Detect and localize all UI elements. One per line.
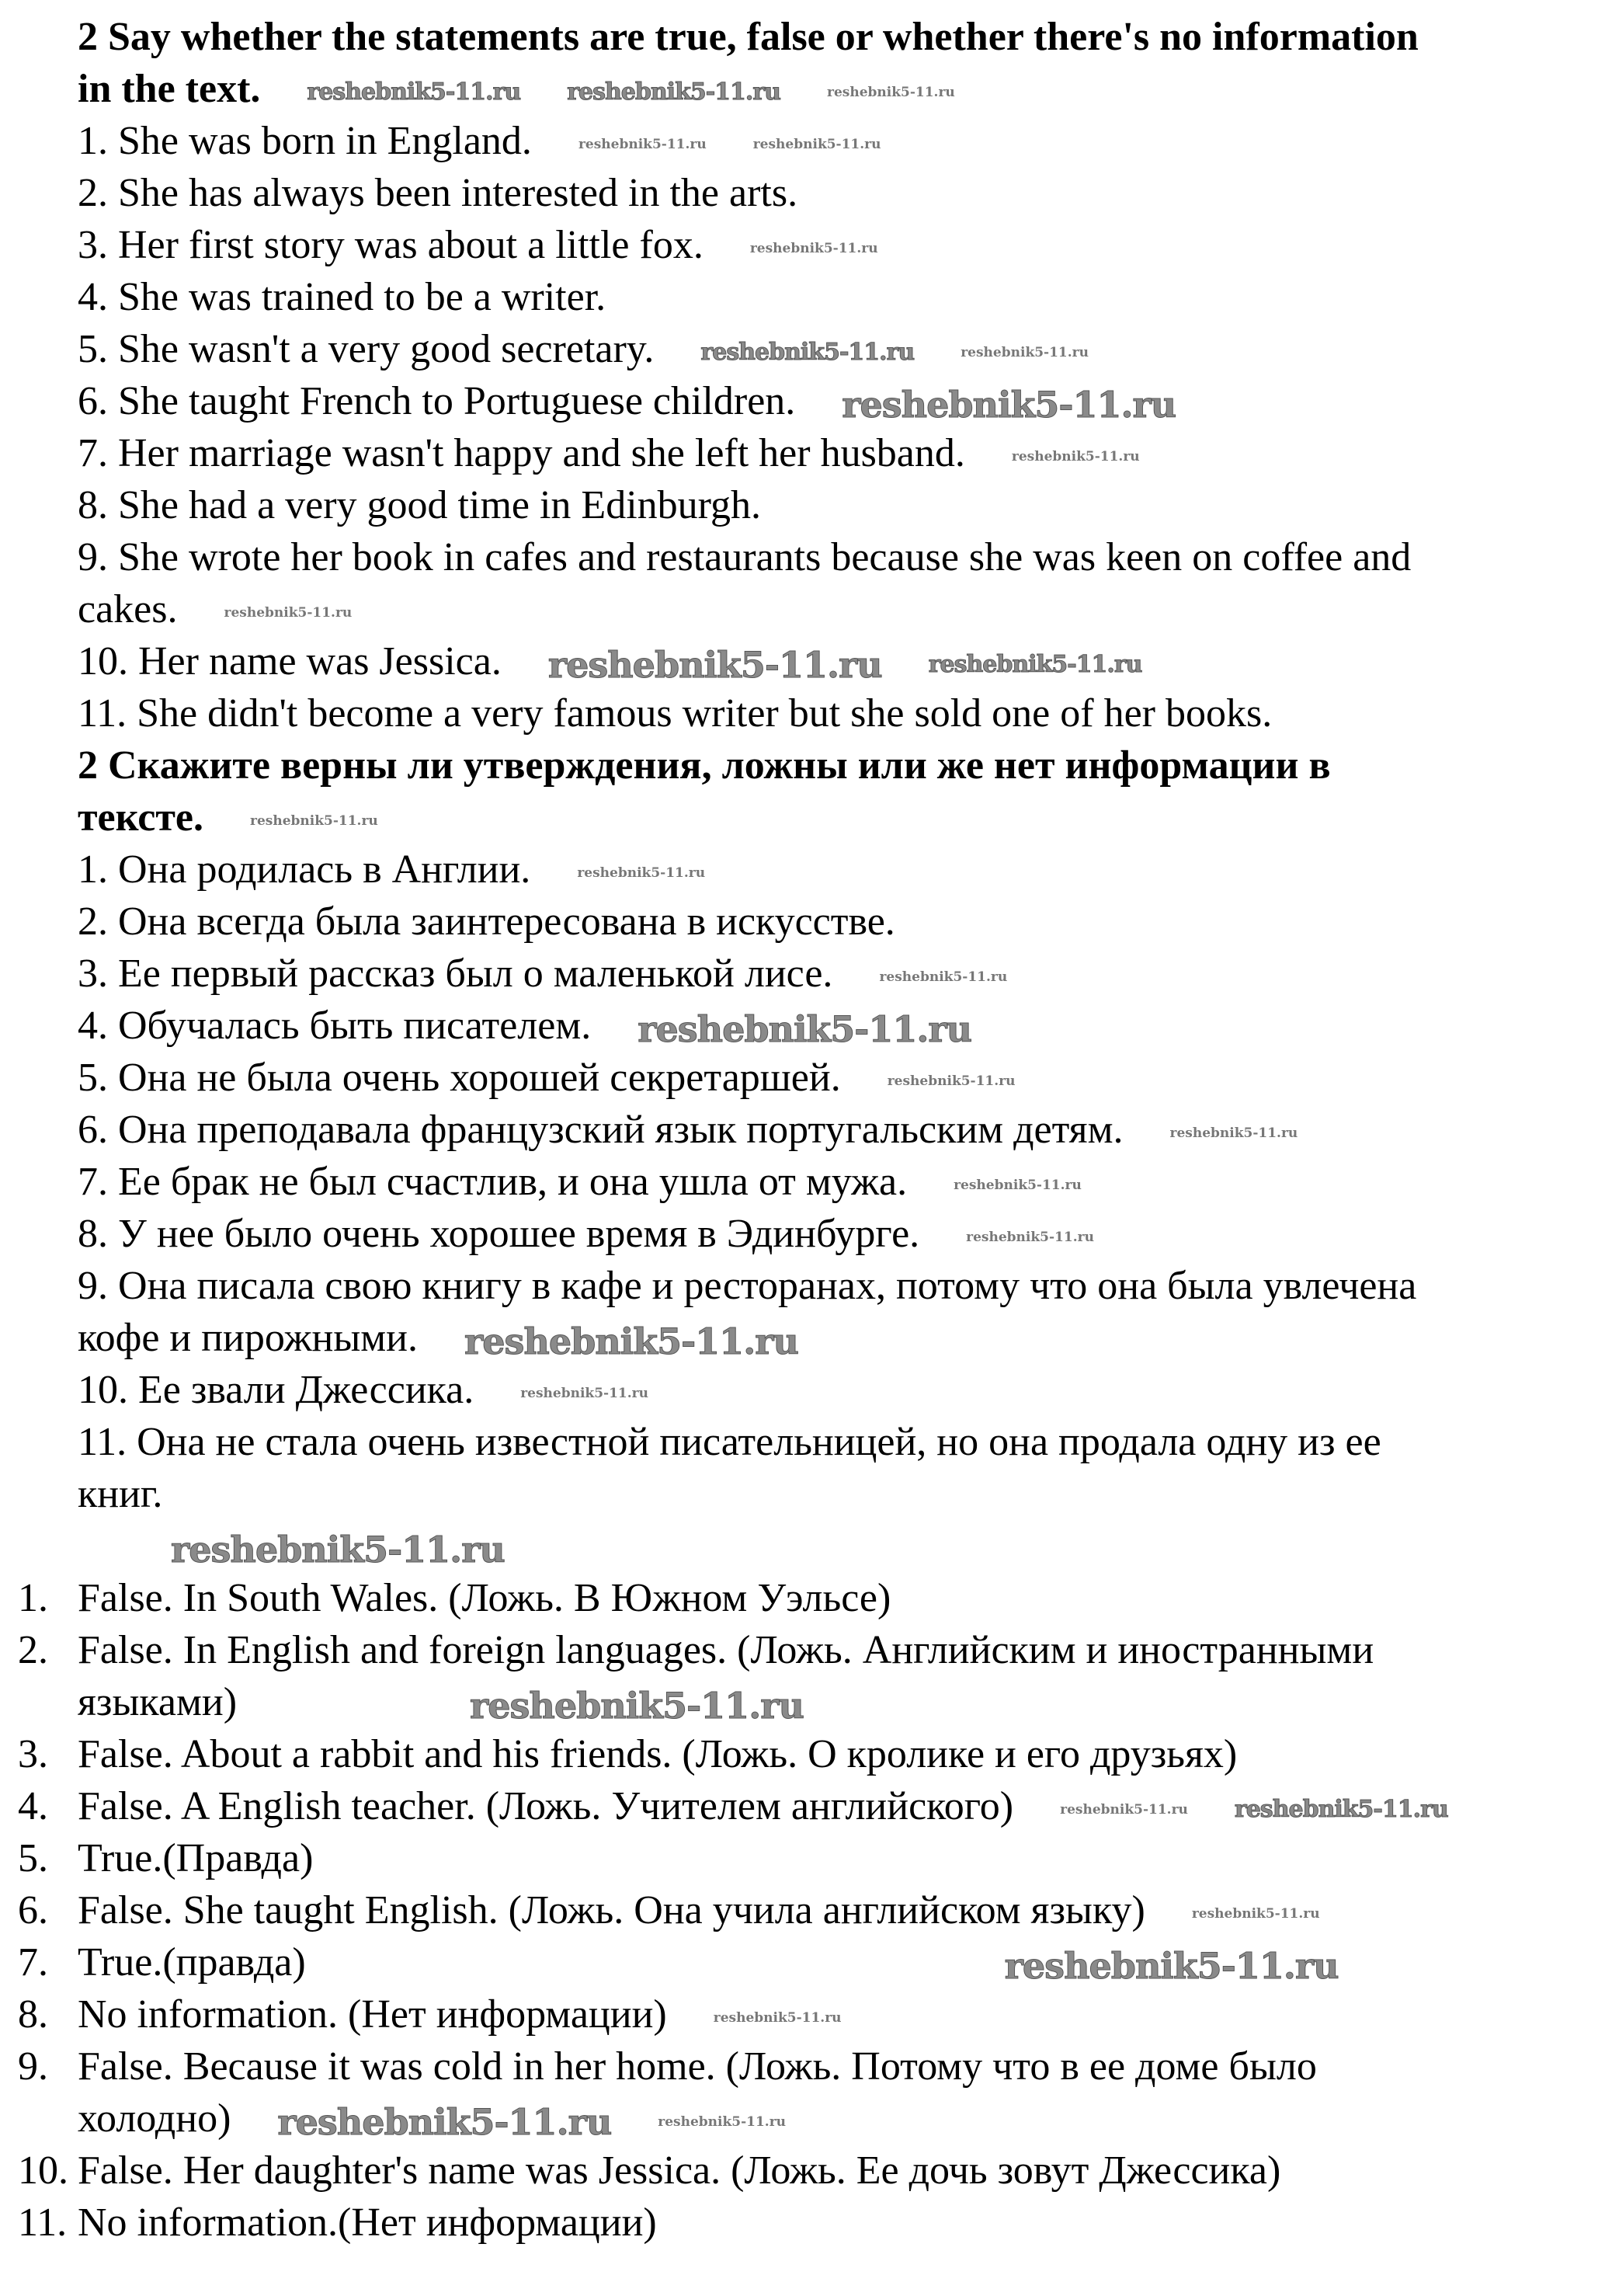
answer-text: False. Because it was cold in her home. (Ложь. Потому что в ее доме было: [78, 2044, 1317, 2089]
statement-ru-cont: книг.: [78, 1472, 163, 1516]
statement-line: [0, 115, 1612, 167]
answer-text-cont: языками): [78, 1680, 238, 1724]
watermark: reshebnik5-11.ru: [464, 1320, 798, 1363]
answer-number: 4.: [18, 1784, 48, 1828]
watermark: reshebnik5-11.ru: [547, 644, 882, 687]
statement: 7. Her marriage wasn't happy and she left her husband.: [78, 431, 965, 475]
answer-number: 5.: [18, 1836, 48, 1880]
answer-item: [0, 1572, 1612, 1624]
statement-line: [0, 323, 1612, 375]
statement-ru-line: [0, 1416, 1612, 1468]
answer-item: [0, 2040, 1612, 2092]
russian-task-heading-line: [0, 791, 1612, 844]
watermark: reshebnik5-11.ru: [577, 864, 706, 881]
watermark: reshebnik5-11.ru: [700, 339, 915, 367]
statement-ru: 8. У нее было очень хорошее время в Эдинбурге.: [78, 1212, 920, 1256]
answer-text: No information.(Нет информации): [78, 2200, 657, 2245]
answer-text: True.(Правда): [78, 1836, 314, 1880]
statement-ru: 6. Она преподавала французский язык португальским детям.: [78, 1108, 1124, 1152]
answer-item: [0, 1936, 1612, 1988]
watermark: reshebnik5-11.ru: [713, 2009, 842, 2026]
watermark: reshebnik5-11.ru: [1011, 448, 1140, 464]
statement-ru-line: [0, 948, 1612, 1000]
answer-number: 9.: [18, 2044, 48, 2089]
statement-ru: 3. Ее первый рассказ был о маленькой лисе.: [78, 951, 833, 996]
watermark: reshebnik5-11.ru: [928, 651, 1142, 679]
watermark: reshebnik5-11.ru: [752, 136, 881, 152]
english-task-heading: 2 Say whether the statements are true, false or whether there's no information: [78, 15, 1419, 59]
statement-ru: 1. Она родилась в Англии.: [78, 847, 531, 892]
answer-item: [0, 2145, 1612, 2197]
russian-task-heading: 2 Скажите верны ли утверждения, ложны или же нет информации в: [78, 743, 1331, 788]
spacer: [0, 1520, 1612, 1572]
answer-text: False. In South Wales. (Ложь. В Южном Уэльсе): [78, 1576, 891, 1620]
answer-item: [0, 2197, 1612, 2249]
watermark: reshebnik5-11.ru: [954, 1177, 1082, 1193]
statement-ru-line: [0, 1364, 1612, 1416]
statement-line: [0, 583, 1612, 635]
watermark: reshebnik5-11.ru: [277, 2101, 612, 2144]
answer-cont-line: [0, 1676, 1612, 1728]
answer-text: False. Her daughter's name was Jessica. (Ложь. Ее дочь зовут Джессика): [78, 2148, 1281, 2193]
watermark: reshebnik5-11.ru: [961, 344, 1089, 360]
answer-number: 3.: [18, 1732, 48, 1776]
statement-line: [0, 687, 1612, 739]
watermark: reshebnik5-11.ru: [966, 1229, 1094, 1245]
watermark: reshebnik5-11.ru: [749, 240, 878, 256]
watermark: reshebnik5-11.ru: [887, 1073, 1016, 1089]
statement-line: [0, 219, 1612, 271]
statement-line: [0, 531, 1612, 583]
statement-ru: 10. Ее звали Джессика.: [78, 1368, 474, 1412]
statement-ru: 11. Она не стала очень известной писательницей, но она продала одну из ее: [78, 1420, 1381, 1464]
statement: 5. She wasn't a very good secretary.: [78, 327, 655, 371]
statement-line: [0, 167, 1612, 219]
watermark: reshebnik5-11.ru: [224, 604, 353, 621]
document-page: [0, 11, 1612, 2249]
watermark: reshebnik5-11.ru: [520, 1385, 648, 1401]
answer-item: [0, 1884, 1612, 1936]
answer-item: [0, 1988, 1612, 2040]
watermark: reshebnik5-11.ru: [470, 1685, 804, 1727]
statement: 8. She had a very good time in Edinburgh.: [78, 483, 762, 527]
english-task-heading-cont: in the text.: [78, 67, 261, 111]
watermark: reshebnik5-11.ru: [658, 2113, 787, 2130]
statement-line: [0, 635, 1612, 687]
watermark: reshebnik5-11.ru: [1004, 1945, 1339, 1988]
answer-text: False. She taught English. (Ложь. Она учила английском языку): [78, 1888, 1145, 1932]
watermark: reshebnik5-11.ru: [250, 812, 378, 829]
answer-text: False. About a rabbit and his friends. (Ложь. О кролике и его друзьях): [78, 1732, 1238, 1776]
answer-item: [0, 1780, 1612, 1832]
statement-line: [0, 271, 1612, 323]
statement-ru-cont: кофе и пирожными.: [78, 1316, 419, 1360]
watermark: reshebnik5-11.ru: [842, 384, 1176, 426]
answer-text: False. A English teacher. (Ложь. Учителем английского): [78, 1784, 1014, 1828]
statement: 1. She was born in England.: [78, 119, 532, 163]
english-task-heading-line: [0, 11, 1612, 63]
watermark: reshebnik5-11.ru: [879, 969, 1008, 985]
statement-ru-line: [0, 1052, 1612, 1104]
answer-text-cont: холодно): [78, 2096, 231, 2141]
watermark: reshebnik5-11.ru: [827, 84, 955, 100]
statement: 9. She wrote her book in cafes and restaurants because she was keen on coffee and: [78, 535, 1412, 579]
answer-number: 11.: [18, 2200, 68, 2245]
statement-ru-line: [0, 1208, 1612, 1260]
answer-number: 8.: [18, 1992, 48, 2037]
statement-line: [0, 375, 1612, 427]
answer-number: 6.: [18, 1888, 48, 1932]
answer-text: False. In English and foreign languages. (Ложь. Английским и иностранными: [78, 1628, 1374, 1672]
statement-line: [0, 479, 1612, 531]
statement-ru: 7. Ее брак не был счастлив, и она ушла от мужа.: [78, 1160, 908, 1204]
answer-number: 2.: [18, 1628, 48, 1672]
watermark: reshebnik5-11.ru: [578, 136, 707, 152]
watermark: reshebnik5-11.ru: [171, 1529, 505, 1571]
watermark: reshebnik5-11.ru: [1191, 1905, 1320, 1922]
statement-cont: cakes.: [78, 587, 178, 631]
watermark: reshebnik5-11.ru: [1169, 1125, 1298, 1141]
statement-ru-line: [0, 1000, 1612, 1052]
statement: 3. Her first story was about a little fox.: [78, 223, 704, 267]
statement: 10. Her name was Jessica.: [78, 639, 502, 684]
english-task-heading-line: [0, 63, 1612, 115]
russian-task-heading-cont: тексте.: [78, 795, 203, 840]
statement-ru-line: [0, 844, 1612, 896]
statement-ru-line: [0, 1156, 1612, 1208]
answer-number: 10.: [18, 2148, 68, 2193]
answer-text: True.(правда): [78, 1940, 306, 1985]
watermark: reshebnik5-11.ru: [307, 78, 521, 106]
statement-ru-line: [0, 1260, 1612, 1312]
statement-ru-line: [0, 1104, 1612, 1156]
statement: 11. She didn't become a very famous writer but she sold one of her books.: [78, 691, 1273, 736]
statement-ru: 4. Обучалась быть писателем.: [78, 1004, 592, 1048]
watermark: reshebnik5-11.ru: [1234, 1796, 1448, 1824]
statement-line: [0, 427, 1612, 479]
russian-task-heading-line: [0, 739, 1612, 791]
answer-number: 1.: [18, 1576, 48, 1620]
answer-item: [0, 1624, 1612, 1676]
statement-ru: 5. Она не была очень хорошей секретаршей.: [78, 1056, 841, 1100]
answer-text: No information. (Нет информации): [78, 1992, 667, 2037]
statement: 6. She taught French to Portuguese children.: [78, 379, 796, 423]
watermark: reshebnik5-11.ru: [567, 78, 780, 106]
watermark: reshebnik5-11.ru: [1060, 1801, 1188, 1818]
answer-number: 7.: [18, 1940, 48, 1985]
statement-ru-line: [0, 896, 1612, 948]
statement-ru: 9. Она писала свою книгу в кафе и ресторанах, потому что она была увлечена: [78, 1264, 1417, 1308]
watermark: reshebnik5-11.ru: [638, 1008, 972, 1051]
statement-ru-line: [0, 1468, 1612, 1520]
answer-cont-line: [0, 2092, 1612, 2145]
statement-ru: 2. Она всегда была заинтересована в искусстве.: [78, 899, 895, 944]
answer-item: [0, 1832, 1612, 1884]
statement-ru-line: [0, 1312, 1612, 1364]
answer-item: [0, 1728, 1612, 1780]
statement: 2. She has always been interested in the arts.: [78, 171, 798, 215]
statement: 4. She was trained to be a writer.: [78, 275, 606, 319]
